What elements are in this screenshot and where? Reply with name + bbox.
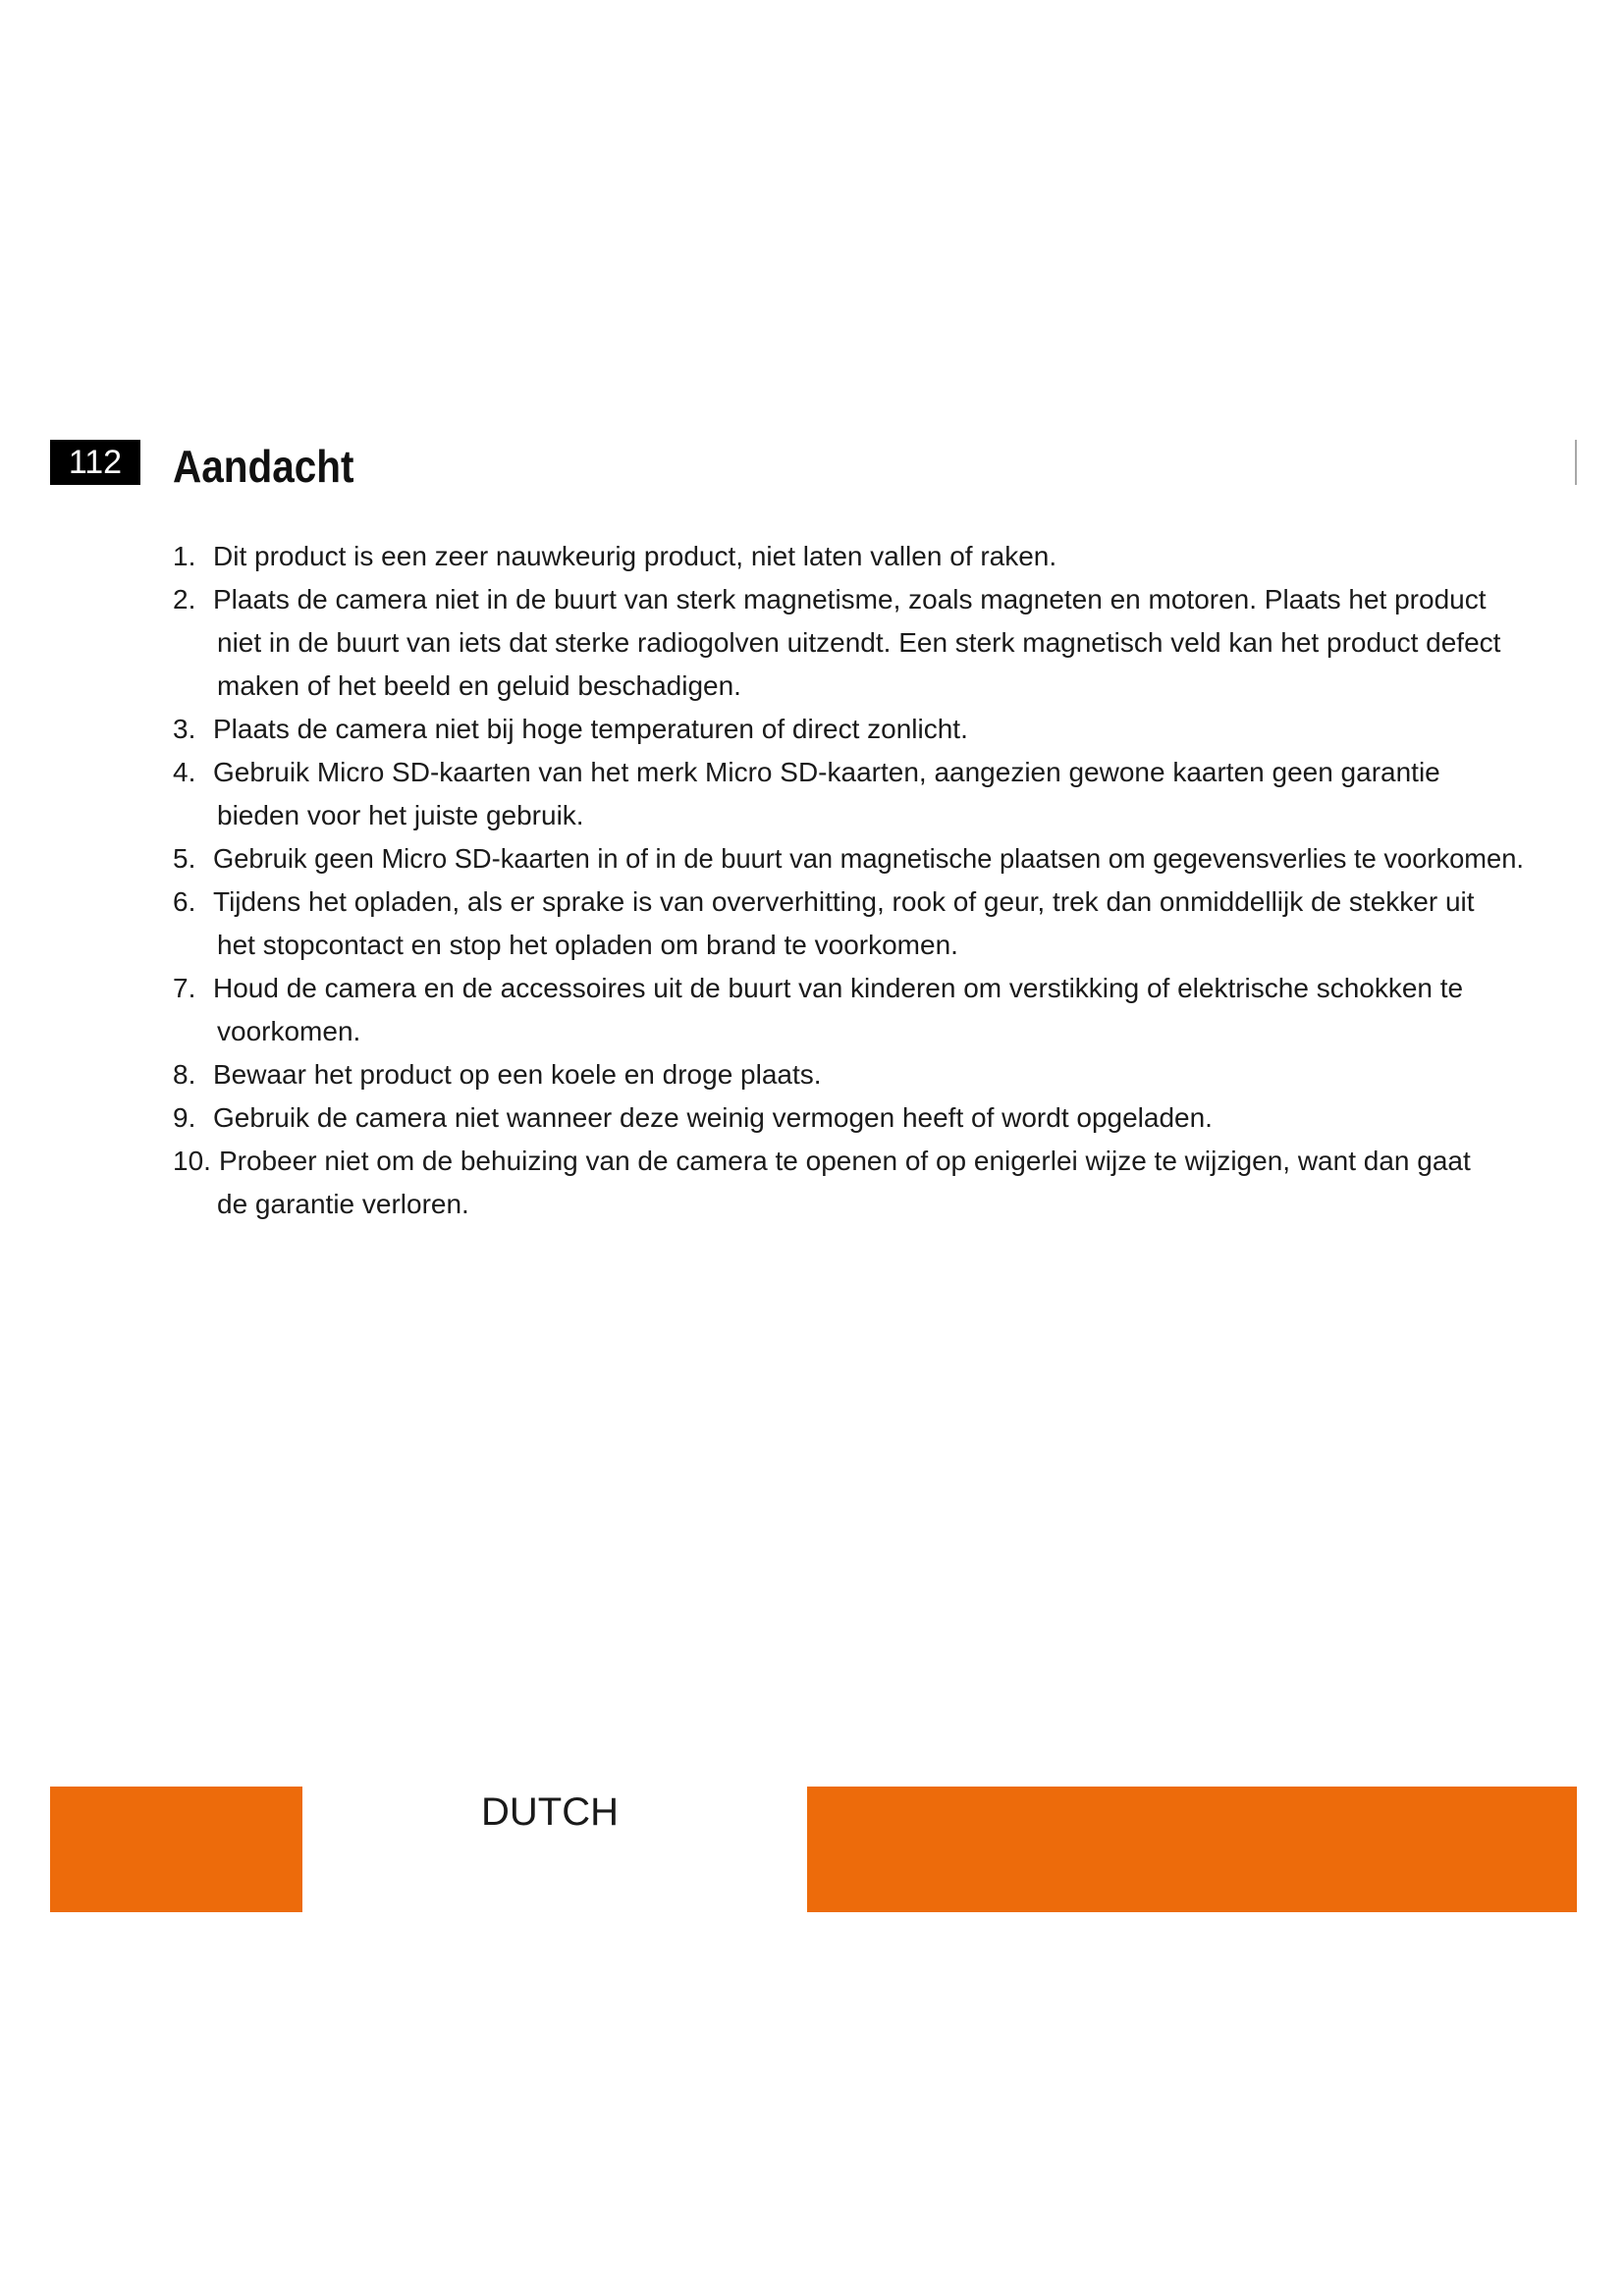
list-item-line bbox=[173, 578, 1532, 621]
list-item-line bbox=[173, 708, 1532, 751]
list-item-text: Gebruik Micro SD-kaarten van het merk Micro SD-kaarten, aangezien gewone kaarten geen garantie bbox=[213, 757, 1440, 787]
list-item-text: Gebruik de camera niet wanneer deze weinig vermogen heeft of wordt opgeladen. bbox=[213, 1102, 1213, 1133]
list-item-text: Dit product is een zeer nauwkeurig product, niet laten vallen of raken. bbox=[213, 541, 1057, 571]
list-item-text: voorkomen. bbox=[217, 1016, 361, 1046]
list-item-number: 6. bbox=[173, 886, 196, 917]
list-item-text: Houd de camera en de accessoires uit de buurt van kinderen om verstikking of elektrische schokken te bbox=[213, 973, 1464, 1003]
list-item bbox=[173, 881, 1532, 967]
list-item-line bbox=[173, 1010, 1532, 1053]
list-item-line bbox=[173, 924, 1532, 967]
list-item-number: 1. bbox=[173, 541, 196, 571]
list-item-text: Gebruik geen Micro SD-kaarten in of in de buurt van magnetische plaatsen om gegevensverlies te voorkomen. bbox=[213, 843, 1524, 874]
list-item-number: 7. bbox=[173, 973, 196, 1003]
list-item-text: Plaats de camera niet bij hoge temperaturen of direct zonlicht. bbox=[213, 714, 968, 744]
list-item-number: 2. bbox=[173, 584, 196, 614]
warning-list bbox=[173, 535, 1532, 1226]
list-item bbox=[173, 967, 1532, 1053]
list-item-text: bieden voor het juiste gebruik. bbox=[217, 800, 584, 830]
list-item-text: Bewaar het product op een koele en droge plaats. bbox=[213, 1059, 822, 1090]
list-item-number: 9. bbox=[173, 1102, 196, 1133]
list-item-text: de garantie verloren. bbox=[217, 1189, 469, 1219]
list-item bbox=[173, 837, 1532, 881]
list-item-text: maken of het beeld en geluid beschadigen. bbox=[217, 670, 741, 701]
list-item-text: Plaats de camera niet in de buurt van sterk magnetisme, zoals magneten en motoren. Plaats het product bbox=[213, 584, 1487, 614]
list-item-line bbox=[173, 794, 1532, 837]
list-item-line bbox=[173, 621, 1532, 665]
list-item-number: 3. bbox=[173, 714, 196, 744]
list-item-number: 4. bbox=[173, 757, 196, 787]
list-item bbox=[173, 1096, 1532, 1140]
list-item-line bbox=[173, 535, 1532, 578]
list-item-line bbox=[173, 1183, 1532, 1226]
list-item bbox=[173, 1053, 1532, 1096]
list-item-line bbox=[173, 1053, 1532, 1096]
list-item bbox=[173, 535, 1532, 578]
list-item-text: niet in de buurt van iets dat sterke radiogolven uitzendt. Een sterk magnetisch veld kan het product defect bbox=[217, 627, 1501, 658]
list-item-line bbox=[173, 751, 1532, 794]
list-item-line bbox=[173, 967, 1532, 1010]
list-item-line bbox=[173, 881, 1532, 924]
list-item-line bbox=[173, 665, 1532, 708]
list-item bbox=[173, 751, 1532, 837]
list-item-line bbox=[173, 837, 1532, 881]
page-title: Aandacht bbox=[173, 441, 354, 492]
list-item-text: Probeer niet om de behuizing van de camera te openen of op enigerlei wijze te wijzigen, want dan gaat bbox=[218, 1146, 1471, 1176]
page-number: 112 bbox=[68, 444, 123, 481]
footer-accent-bar-left bbox=[50, 1787, 302, 1912]
page-number-badge bbox=[50, 440, 140, 485]
list-item-line bbox=[173, 1096, 1532, 1140]
list-item bbox=[173, 578, 1532, 708]
list-item-number: 5. bbox=[173, 843, 196, 874]
list-item-text: het stopcontact en stop het opladen om brand te voorkomen. bbox=[217, 930, 958, 960]
list-item-number: 8. bbox=[173, 1059, 196, 1090]
list-item-text: Tijdens het opladen, als er sprake is van oververhitting, rook of geur, trek dan onmiddellijk de stekker uit bbox=[213, 886, 1475, 917]
list-item bbox=[173, 1140, 1532, 1226]
list-item bbox=[173, 708, 1532, 751]
language-label: DUTCH bbox=[481, 1790, 619, 1834]
list-item-line bbox=[173, 1140, 1532, 1183]
header-divider bbox=[1575, 440, 1577, 485]
footer-accent-bar-right bbox=[807, 1787, 1577, 1912]
list-item-number: 10. bbox=[173, 1146, 211, 1176]
